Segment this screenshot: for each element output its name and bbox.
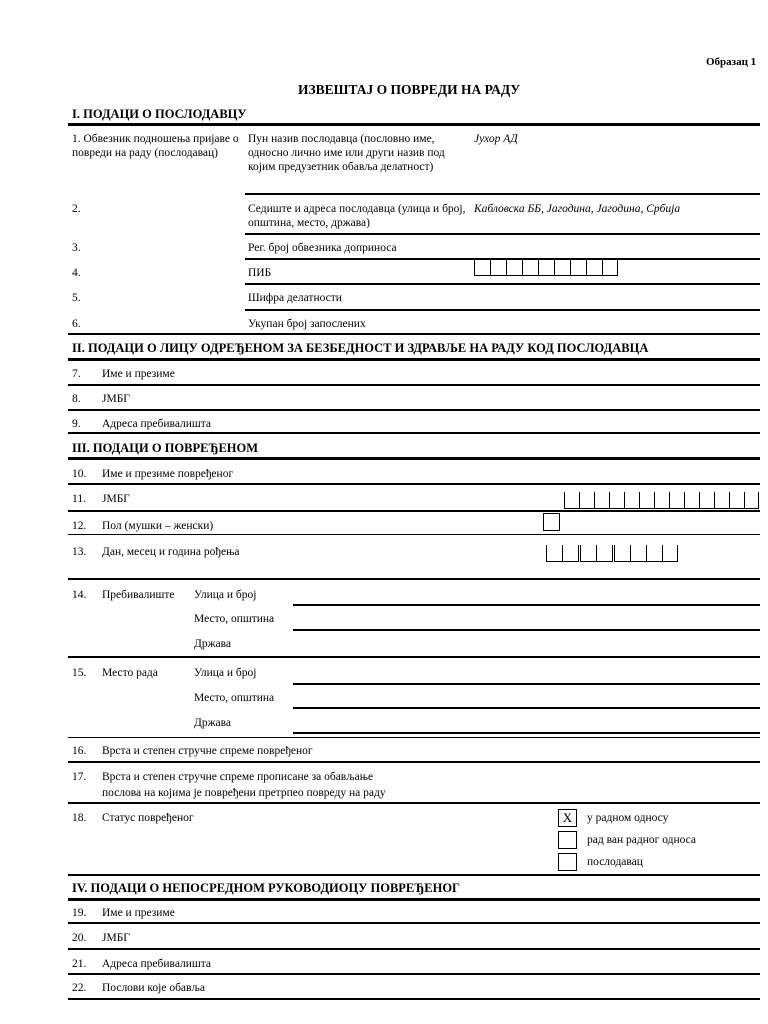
row-3-field: Рег. број обвезника доприноса: [248, 242, 397, 254]
row-13-number: 13.: [72, 546, 87, 558]
row-4-number: 4.: [72, 267, 81, 279]
section-divider: [68, 123, 760, 126]
section-divider: [68, 457, 760, 460]
section-divider: [68, 898, 760, 901]
row-line: [68, 737, 760, 738]
section-2-heading: II. ПОДАЦИ О ЛИЦУ ОДРЕЂЕНОМ ЗА БЕЗБЕДНОСТ И ЗДРАВЉЕ НА РАДУ КОД ПОСЛОДАВЦА: [72, 341, 649, 355]
row-line: [68, 948, 760, 950]
section-divider: [68, 358, 760, 361]
workplace-place-label: Место, општина: [194, 692, 275, 704]
gender-checkbox[interactable]: [543, 513, 560, 531]
row-line: [68, 432, 760, 434]
residence-country-label: Држава: [194, 638, 232, 650]
row-10-number: 10.: [72, 468, 87, 480]
row-8-number: 8.: [72, 393, 81, 405]
row-18-number: 18.: [72, 812, 87, 824]
row-2-number: 2.: [72, 203, 81, 215]
row-2-field: Седиште и адреса послодавца (улица и број, општина, место, држава): [248, 203, 466, 229]
residence-place-label: Место, општина: [194, 613, 275, 625]
row-line: [68, 578, 760, 580]
row-3-number: 3.: [72, 242, 81, 254]
row-line: [68, 874, 760, 876]
form-number: Образац 1: [706, 56, 757, 68]
status-checkbox-non-employment[interactable]: [558, 831, 577, 849]
birthdate-input-cells[interactable]: [546, 545, 678, 562]
residence-street-label: Улица и број: [194, 589, 257, 601]
row-22-field: Послови које обавља: [102, 982, 205, 994]
row-14-number: 14.: [72, 589, 87, 601]
row-line: [68, 333, 760, 335]
status-option-employed: у радном односу: [587, 812, 669, 824]
row-18-field: Статус повређеног: [102, 812, 194, 824]
row-line: [68, 761, 760, 763]
row-line: [245, 309, 760, 311]
workplace-street-line[interactable]: [293, 683, 760, 685]
section-3-heading: III. ПОДАЦИ О ПОВРЕЂЕНОМ: [72, 441, 259, 455]
row-1-field: Пун назив послодавца (пословно име, односно лично име или други назив под којим предузетник обавља делатност): [248, 133, 445, 173]
row-12-number: 12.: [72, 520, 87, 532]
row-line: [68, 802, 760, 804]
row-15-field: Место рада: [102, 667, 158, 679]
row-6-number: 6.: [72, 318, 81, 330]
row-17-field-line1: Врста и степен стручне спреме прописане за обављање: [102, 771, 374, 783]
row-line: [68, 656, 760, 658]
row-12-field: Пол (мушки – женски): [102, 520, 214, 532]
row-17-field-line2: послова на којима је повређени претрпео повреду на раду: [102, 787, 386, 799]
row-21-field: Адреса пребивалишта: [102, 958, 212, 970]
row-11-number: 11.: [72, 493, 86, 505]
row-7-number: 7.: [72, 368, 81, 380]
page-title: ИЗВЕШТАЈ О ПОВРЕДИ НА РАДУ: [298, 82, 521, 97]
row-22-number: 22.: [72, 982, 87, 994]
pib-input-cells[interactable]: [474, 259, 618, 276]
workplace-country-line[interactable]: [293, 732, 760, 734]
row-line: [68, 973, 760, 975]
residence-street-line[interactable]: [293, 604, 760, 606]
residence-place-line[interactable]: [293, 629, 760, 631]
row-20-number: 20.: [72, 932, 87, 944]
row-5-field: Шифра делатности: [248, 292, 342, 304]
row-10-field: Име и презиме повређеног: [102, 468, 234, 480]
row-16-number: 16.: [72, 745, 87, 757]
row-6-field: Укупан број запослених: [248, 318, 366, 330]
employer-address-value[interactable]: Кабловска ББ, Јагодина, Јагодина, Србија: [474, 203, 681, 215]
row-5-number: 5.: [72, 292, 81, 304]
row-1-label: 1. Обвезник подношења пријаве о повреди на раду (послодавац): [72, 133, 239, 159]
jmbg-input-cells[interactable]: [564, 492, 759, 509]
row-15-number: 15.: [72, 667, 87, 679]
row-9-number: 9.: [72, 418, 81, 430]
workplace-place-line[interactable]: [293, 707, 760, 709]
section-4-heading: IV. ПОДАЦИ О НЕПОСРЕДНОМ РУКОВОДИОЦУ ПОВРЕЂЕНОГ: [72, 881, 460, 895]
status-option-non-employment: рад ван радног односа: [587, 834, 697, 846]
section-1-heading: I. ПОДАЦИ О ПОСЛОДАВЦУ: [72, 107, 247, 121]
row-19-field: Име и презиме: [102, 907, 175, 919]
row-7-field: Име и презиме: [102, 368, 175, 380]
status-option-employer: послодавац: [587, 856, 643, 868]
row-line: [68, 922, 760, 924]
row-8-field: ЈМБГ: [102, 393, 130, 405]
row-14-field: Пребивалиште: [102, 589, 175, 601]
row-21-number: 21.: [72, 958, 87, 970]
row-line: [245, 283, 760, 285]
row-line: [68, 409, 760, 411]
status-checkbox-employer[interactable]: [558, 853, 577, 871]
row-line: [245, 233, 760, 235]
row-line: [245, 193, 760, 195]
row-19-number: 19.: [72, 907, 87, 919]
row-4-field: ПИБ: [248, 267, 272, 279]
row-17-number: 17.: [72, 771, 87, 783]
status-checkbox-employed[interactable]: X: [558, 809, 577, 827]
employer-name-value[interactable]: Јухор АД: [474, 133, 518, 145]
workplace-country-label: Држава: [194, 717, 232, 729]
row-16-field: Врста и степен стручне спреме повређеног: [102, 745, 313, 757]
row-line: [68, 510, 760, 512]
row-13-field: Дан, месец и година рођења: [102, 546, 240, 558]
row-20-field: ЈМБГ: [102, 932, 130, 944]
row-9-field: Адреса пребивалишта: [102, 418, 212, 430]
row-line: [68, 483, 760, 485]
workplace-street-label: Улица и број: [194, 667, 257, 679]
row-line: [68, 534, 760, 535]
row-line: [68, 384, 760, 386]
row-11-field: ЈМБГ: [102, 493, 130, 505]
row-line: [68, 998, 760, 1000]
